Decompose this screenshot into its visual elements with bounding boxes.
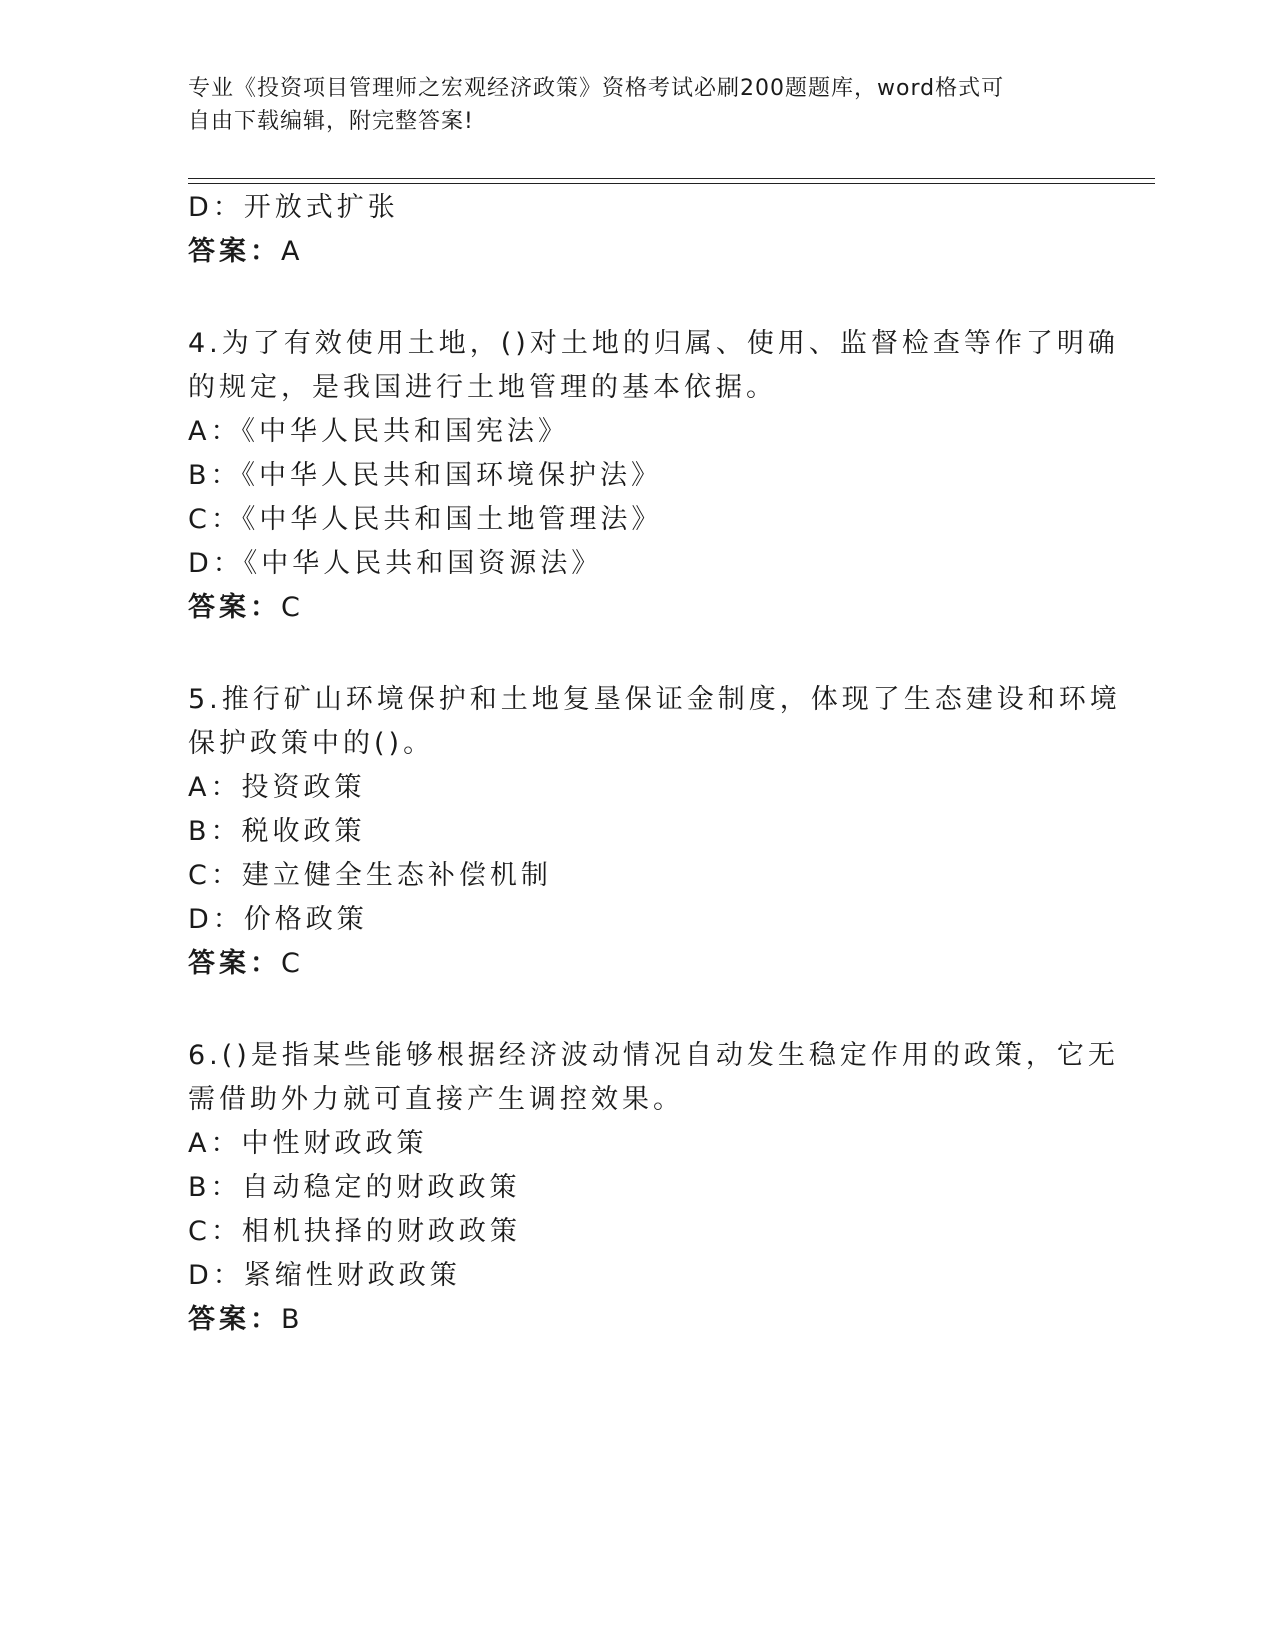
document-header [188,72,1068,138]
answer-label: 答案： [188,236,281,267]
question-5-option-a: A：投资政策 [188,772,366,803]
answer-value: C [281,948,304,979]
answer-value: B [281,1304,304,1335]
answer-label: 答案： [188,948,281,979]
header-divider-bottom [188,183,1155,184]
question-6-option-d: D：紧缩性财政政策 [188,1260,461,1291]
question-4-option-c: C：《中华人民共和国土地管理法》 [188,504,663,535]
question-6-stem-line-2: 需借助外力就可直接产生调控效果。 [188,1084,684,1115]
header-divider-top [188,178,1155,179]
question-4-answer [188,592,304,624]
answer-label: 答案： [188,1304,281,1335]
prev-option-d: D：开放式扩张 [188,192,399,223]
question-6-answer [188,1304,304,1336]
question-5-option-d: D：价格政策 [188,904,368,935]
question-4-stem-line-2: 的规定，是我国进行土地管理的基本依据。 [188,372,777,403]
answer-value: A [281,236,304,267]
question-4-option-b: B：《中华人民共和国环境保护法》 [188,460,663,491]
question-5-option-b: B：税收政策 [188,816,366,847]
prev-answer [188,236,303,268]
question-4-option-d: D：《中华人民共和国资源法》 [188,548,603,579]
question-4-stem-line-1: 4.为了有效使用土地，()对土地的归属、使用、监督检查等作了明确 [188,328,1119,359]
question-6-option-b: B：自动稳定的财政政策 [188,1172,521,1203]
question-6-option-c: C：相机抉择的财政政策 [188,1216,521,1247]
question-5-stem-line-1: 5.推行矿山环境保护和土地复垦保证金制度，体现了生态建设和环境 [188,684,1121,715]
question-6-option-a: A：中性财政政策 [188,1128,428,1159]
header-line-2: 自由下载编辑，附完整答案! [188,109,474,134]
question-5-answer [188,948,304,980]
header-line-1: 专业《投资项目管理师之宏观经济政策》资格考试必刷200题题库，word格式可 [188,76,1005,101]
question-5-option-c: C：建立健全生态补偿机制 [188,860,552,891]
question-6-stem-line-1: 6.()是指某些能够根据经济波动情况自动发生稳定作用的政策，它无 [188,1040,1119,1071]
question-4-option-a: A：《中华人民共和国宪法》 [188,416,569,447]
answer-label: 答案： [188,592,281,623]
question-5-stem-line-2: 保护政策中的()。 [188,728,435,759]
answer-value: C [281,592,304,623]
